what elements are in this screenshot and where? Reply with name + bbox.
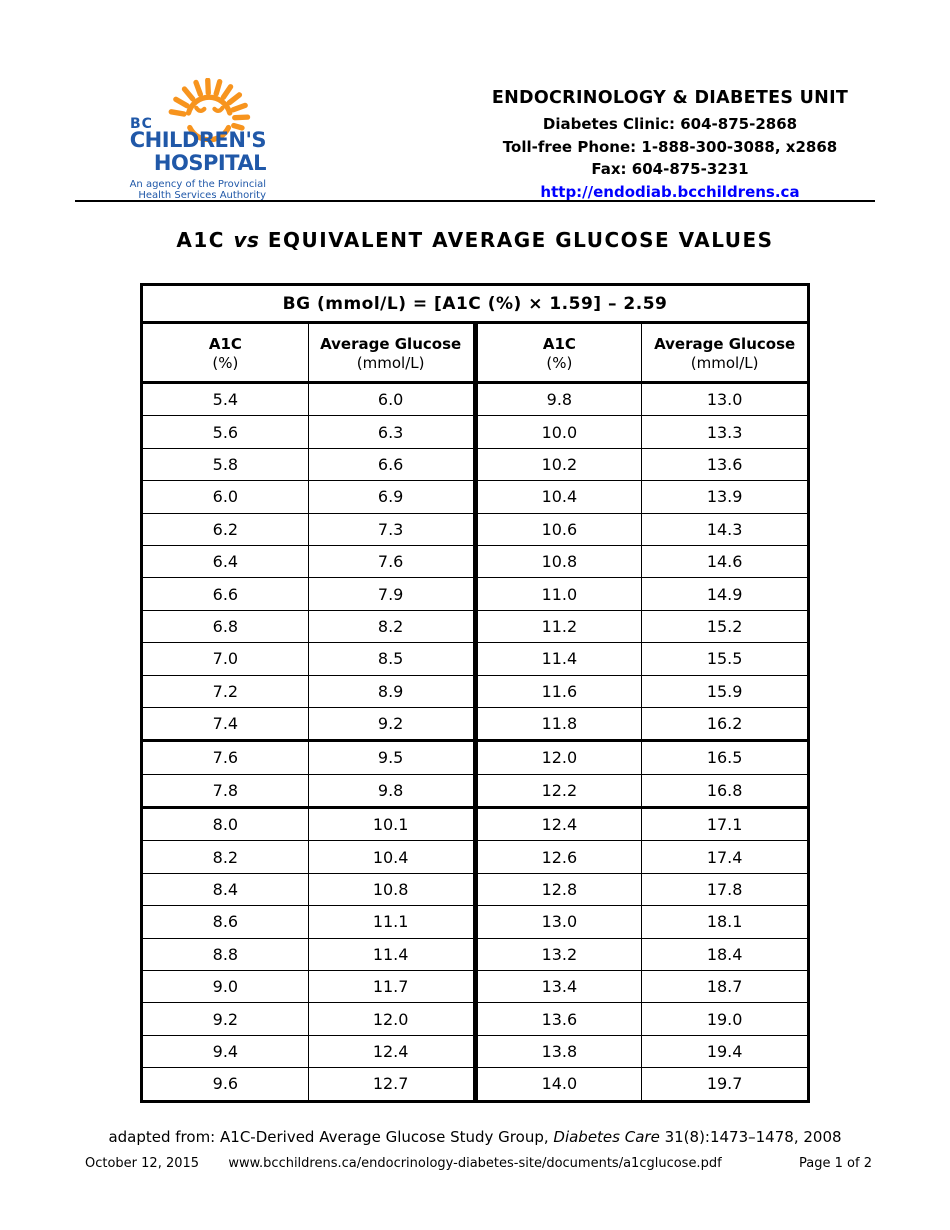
glucose-value-cell: 6.9: [308, 481, 475, 513]
table-row: [142, 841, 809, 873]
contact-lines: [450, 113, 890, 181]
table-row: [142, 938, 809, 970]
a1c-value-cell: 13.8: [475, 1035, 642, 1067]
glucose-value-cell: 10.4: [308, 841, 475, 873]
a1c-value-cell: 11.6: [475, 675, 642, 707]
a1c-value-cell: 8.4: [142, 873, 309, 905]
table-row: [142, 906, 809, 938]
table-row: [142, 610, 809, 642]
glucose-value-cell: 19.0: [642, 1003, 809, 1035]
column-header-a1c: [142, 323, 309, 383]
a1c-value-cell: 13.6: [475, 1003, 642, 1035]
table-row: [142, 1068, 809, 1101]
table-row: [142, 416, 809, 448]
glucose-value-cell: 11.1: [308, 906, 475, 938]
glucose-value-cell: 6.3: [308, 416, 475, 448]
contact-line: Fax: 604-875-3231: [591, 160, 749, 178]
glucose-value-cell: 10.8: [308, 873, 475, 905]
a1c-value-cell: 12.4: [475, 808, 642, 841]
glucose-value-cell: 9.5: [308, 741, 475, 774]
table-row: [142, 808, 809, 841]
column-title: Average Glucose: [320, 334, 462, 353]
a1c-value-cell: 13.0: [475, 906, 642, 938]
title-vs: vs: [233, 228, 260, 252]
glucose-value-cell: 10.1: [308, 808, 475, 841]
a1c-value-cell: 8.2: [142, 841, 309, 873]
a1c-value-cell: 11.4: [475, 643, 642, 675]
a1c-value-cell: 12.0: [475, 741, 642, 774]
website-link[interactable]: http://endodiab.bcchildrens.ca: [540, 182, 800, 201]
a1c-value-cell: 7.4: [142, 707, 309, 740]
glucose-value-cell: 17.4: [642, 841, 809, 873]
table-row: [142, 1003, 809, 1035]
a1c-value-cell: 10.6: [475, 513, 642, 545]
a1c-value-cell: 9.2: [142, 1003, 309, 1035]
a1c-value-cell: 10.0: [475, 416, 642, 448]
table-row: [142, 481, 809, 513]
a1c-value-cell: 9.0: [142, 971, 309, 1003]
a1c-value-cell: 9.6: [142, 1068, 309, 1101]
a1c-value-cell: 12.2: [475, 774, 642, 807]
glucose-value-cell: 17.8: [642, 873, 809, 905]
column-title: A1C: [542, 334, 576, 353]
glucose-value-cell: 13.6: [642, 448, 809, 480]
glucose-value-cell: 12.7: [308, 1068, 475, 1101]
table-row: [142, 707, 809, 740]
column-header-a1c: [475, 323, 642, 383]
glucose-value-cell: 12.0: [308, 1003, 475, 1035]
table-row: [142, 1035, 809, 1067]
table-row: [142, 643, 809, 675]
glucose-value-cell: 18.4: [642, 938, 809, 970]
page-number: Page 1 of 2: [799, 1156, 872, 1171]
title-part1: A1C: [176, 228, 225, 252]
header-divider-line: [75, 200, 875, 202]
glucose-value-cell: 13.3: [642, 416, 809, 448]
a1c-value-cell: 6.0: [142, 481, 309, 513]
page-title: [0, 228, 950, 252]
citation-suffix: 31(8):1473–1478, 2008: [659, 1128, 842, 1146]
contact-line: Diabetes Clinic: 604-875-2868: [542, 115, 798, 133]
unit-title: ENDOCRINOLOGY & DIABETES UNIT: [491, 88, 849, 108]
column-unit: (%): [212, 353, 239, 372]
department-contact-block: [450, 88, 890, 203]
logo-name-line2: HOSPITAL: [153, 151, 266, 175]
a1c-value-cell: 5.4: [142, 383, 309, 416]
a1c-value-cell: 10.4: [475, 481, 642, 513]
column-unit: (mmol/L): [690, 353, 759, 372]
citation-journal: Diabetes Care: [553, 1128, 660, 1146]
glucose-value-cell: 7.6: [308, 545, 475, 577]
bc-childrens-hospital-logo: [126, 76, 266, 202]
column-header-average-glucose: [642, 323, 809, 383]
glucose-value-cell: 9.8: [308, 774, 475, 807]
a1c-value-cell: 13.4: [475, 971, 642, 1003]
glucose-value-cell: 14.3: [642, 513, 809, 545]
glucose-value-cell: 8.5: [308, 643, 475, 675]
table-row: [142, 971, 809, 1003]
glucose-value-cell: 15.5: [642, 643, 809, 675]
a1c-value-cell: 9.4: [142, 1035, 309, 1067]
logo-name-line1: CHILDREN'S: [129, 128, 266, 152]
a1c-value-cell: 9.8: [475, 383, 642, 416]
glucose-value-cell: 17.1: [642, 808, 809, 841]
contact-line: Toll-free Phone: 1-888-300-3088, x2868: [502, 137, 838, 156]
column-unit: (%): [546, 353, 573, 372]
a1c-value-cell: 10.2: [475, 448, 642, 480]
a1c-value-cell: 6.4: [142, 545, 309, 577]
glucose-value-cell: 11.4: [308, 938, 475, 970]
a1c-value-cell: 8.0: [142, 808, 309, 841]
glucose-value-cell: 18.7: [642, 971, 809, 1003]
logo-tagline-line1: An agency of the Provincial: [129, 179, 266, 190]
a1c-value-cell: 13.2: [475, 938, 642, 970]
a1c-value-cell: 6.8: [142, 610, 309, 642]
logo-tagline-line2: Health Services Authority: [138, 189, 266, 201]
column-header-average-glucose: [308, 323, 475, 383]
glucose-value-cell: 15.2: [642, 610, 809, 642]
table-row: [142, 741, 809, 774]
table-row: [142, 513, 809, 545]
table-row: [142, 448, 809, 480]
a1c-value-cell: 7.8: [142, 774, 309, 807]
glucose-value-cell: 9.2: [308, 707, 475, 740]
glucose-value-cell: 11.7: [308, 971, 475, 1003]
formula-row: [142, 285, 809, 323]
glucose-value-cell: 13.9: [642, 481, 809, 513]
glucose-value-cell: 7.9: [308, 578, 475, 610]
glucose-value-cell: 6.6: [308, 448, 475, 480]
glucose-value-cell: 8.2: [308, 610, 475, 642]
a1c-value-cell: 8.6: [142, 906, 309, 938]
a1c-value-cell: 11.8: [475, 707, 642, 740]
table-row: [142, 675, 809, 707]
a1c-value-cell: 11.0: [475, 578, 642, 610]
logo-bc-text: BC: [130, 116, 153, 132]
title-part2: EQUIVALENT AVERAGE GLUCOSE VALUES: [267, 228, 774, 252]
glucose-value-cell: 19.4: [642, 1035, 809, 1067]
a1c-value-cell: 5.6: [142, 416, 309, 448]
a1c-value-cell: 7.0: [142, 643, 309, 675]
glucose-value-cell: 13.0: [642, 383, 809, 416]
a1c-value-cell: 12.6: [475, 841, 642, 873]
glucose-value-cell: 16.8: [642, 774, 809, 807]
glucose-value-cell: 16.2: [642, 707, 809, 740]
glucose-value-cell: 15.9: [642, 675, 809, 707]
a1c-value-cell: 10.8: [475, 545, 642, 577]
column-unit: (mmol/L): [356, 353, 425, 372]
glucose-value-cell: 19.7: [642, 1068, 809, 1101]
column-title: A1C: [208, 334, 242, 353]
glucose-value-cell: 8.9: [308, 675, 475, 707]
glucose-value-cell: 16.5: [642, 741, 809, 774]
glucose-value-cell: 14.6: [642, 545, 809, 577]
a1c-value-cell: 7.2: [142, 675, 309, 707]
table-row: [142, 545, 809, 577]
a1c-value-cell: 12.8: [475, 873, 642, 905]
glucose-value-cell: 12.4: [308, 1035, 475, 1067]
a1c-value-cell: 11.2: [475, 610, 642, 642]
a1c-value-cell: 5.8: [142, 448, 309, 480]
a1c-value-cell: 7.6: [142, 741, 309, 774]
table-row: [142, 873, 809, 905]
column-header-row: [142, 323, 809, 383]
source-url: www.bcchildrens.ca/endocrinology-diabetes-site/documents/a1cglucose.pdf: [228, 1156, 722, 1171]
glucose-value-cell: 18.1: [642, 906, 809, 938]
a1c-value-cell: 14.0: [475, 1068, 642, 1101]
logo-hospital-name: [126, 129, 266, 175]
a1c-value-cell: 6.6: [142, 578, 309, 610]
glucose-value-cell: 6.0: [308, 383, 475, 416]
column-title: Average Glucose: [654, 334, 796, 353]
citation-prefix: adapted from: A1C-Derived Average Glucose Study Group,: [108, 1128, 554, 1146]
a1c-value-cell: 8.8: [142, 938, 309, 970]
table-row: [142, 774, 809, 807]
glucose-value-cell: 14.9: [642, 578, 809, 610]
document-date: October 12, 2015: [85, 1156, 200, 1171]
conversion-formula: BG (mmol/L) = [A1C (%) × 1.59] – 2.59: [142, 285, 809, 323]
citation: [0, 1128, 950, 1146]
a1c-glucose-table: [140, 283, 810, 1103]
a1c-value-cell: 6.2: [142, 513, 309, 545]
table-row: [142, 578, 809, 610]
glucose-value-cell: 7.3: [308, 513, 475, 545]
logo-tagline: [126, 180, 266, 201]
table-row: [142, 383, 809, 416]
